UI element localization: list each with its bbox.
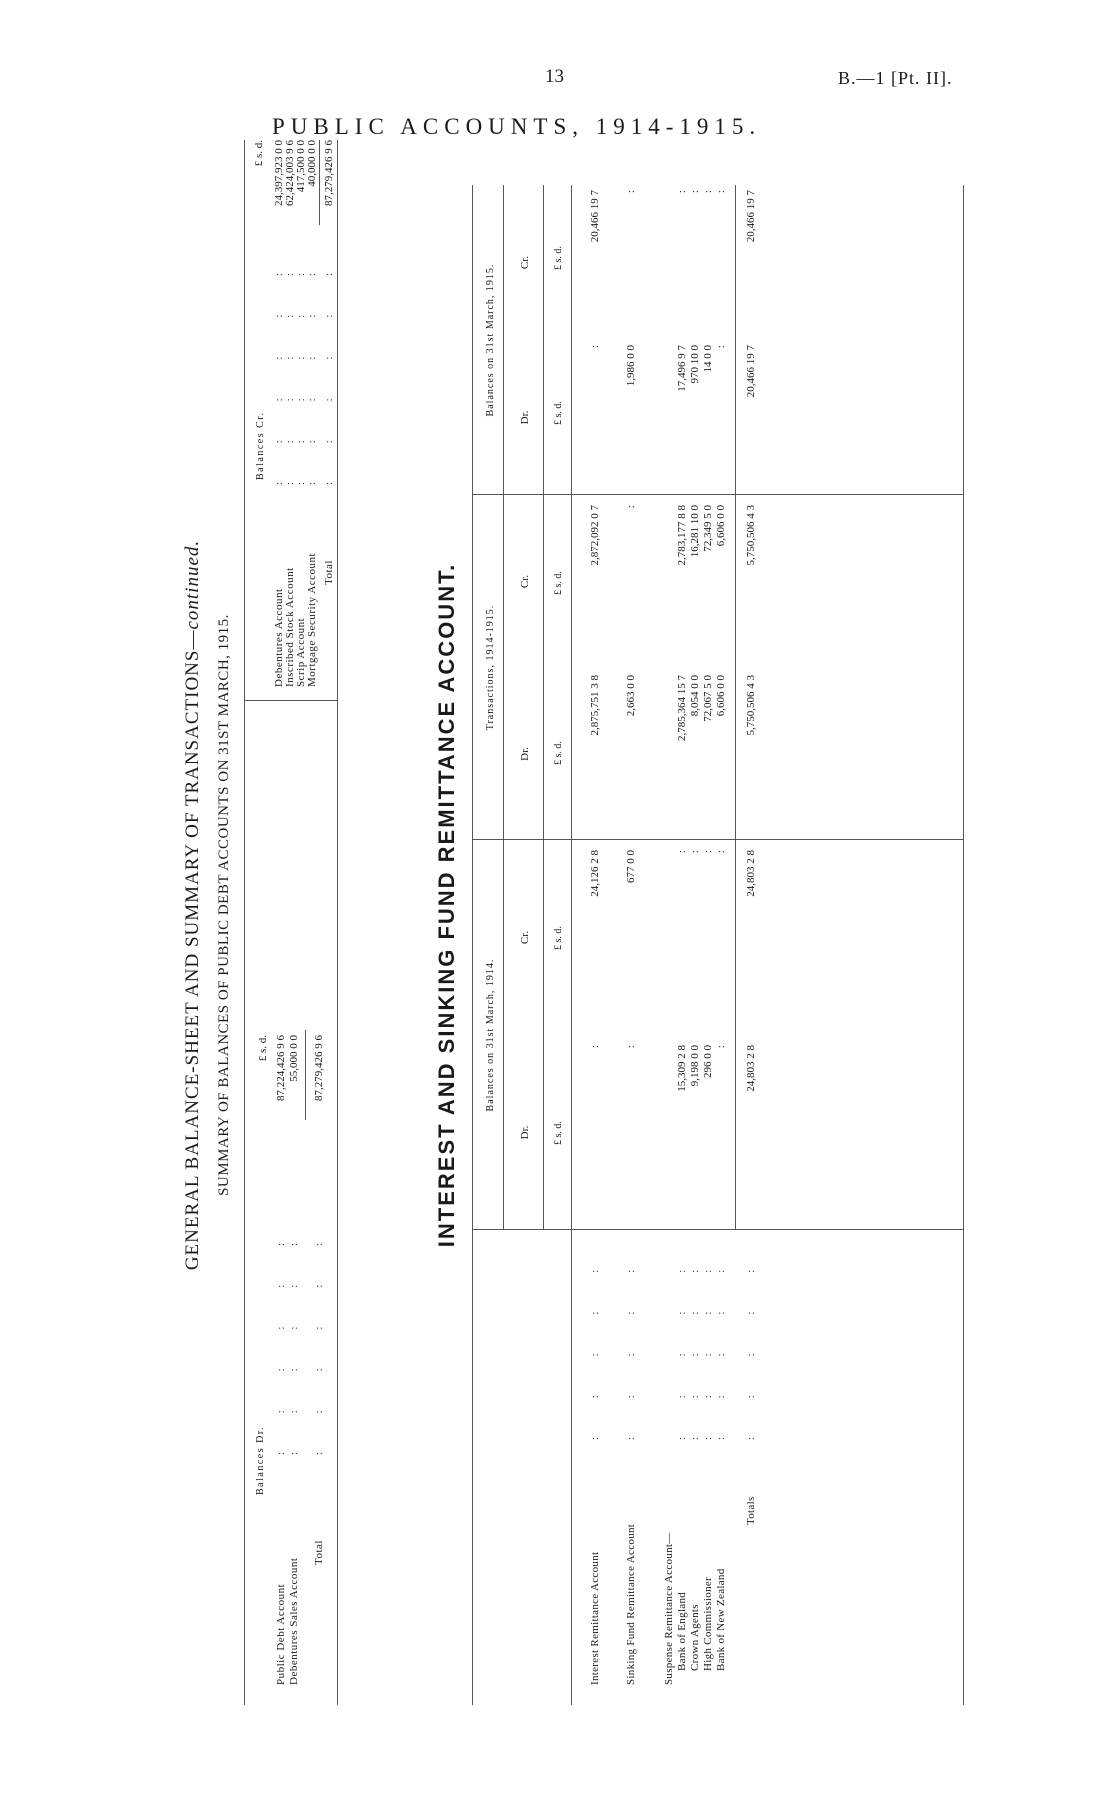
- table-cell: :: [702, 850, 714, 854]
- currency-header: £ s. d.: [553, 741, 564, 765]
- cr-total-value: 87,279,426 9 6: [323, 140, 335, 206]
- rotated-content: [182, 125, 962, 1705]
- table-cell: 17,496 9 7: [676, 345, 688, 392]
- leader-dots: : : : : : :: [273, 254, 285, 485]
- leader-dots: : : : : :: [676, 1251, 688, 1440]
- table-cell: 20,466 19 7: [589, 190, 601, 243]
- table-cell: :: [625, 190, 637, 194]
- balance-sheet-subtitle: SUMMARY OF BALANCES OF PUBLIC DEBT ACCOUNTS ON 31ST MARCH, 1915.: [216, 614, 232, 1196]
- table-cell: 6,606 0 0: [715, 505, 727, 547]
- table-cell: 14 0 0: [702, 345, 714, 373]
- remittance-title: INTEREST AND SINKING FUND REMITTANCE ACCOUNT.: [434, 562, 459, 1248]
- table-row-label: Sinking Fund Remittance Account: [625, 1523, 637, 1685]
- summary-balances-box: [244, 140, 338, 1705]
- dr-header: Dr.: [519, 747, 531, 761]
- cr-total-label: Total: [323, 560, 335, 585]
- table-cell: :: [702, 190, 714, 194]
- totals-label: Totals: [745, 1496, 757, 1525]
- dr-currency-header: £ s. d.: [257, 1035, 269, 1062]
- leader-dots: : : : : : :: [306, 254, 318, 485]
- totals-cell: 5,750,506 4 3: [745, 675, 757, 736]
- column-divider: [473, 839, 963, 840]
- group-header: Transactions, 1914-1915.: [485, 604, 496, 731]
- table-cell: 677 0 0: [625, 850, 637, 883]
- dr-header: Dr.: [519, 410, 531, 425]
- totals-cell: 5,750,506 4 3: [745, 505, 757, 566]
- table-cell: 2,663 0 0: [625, 675, 637, 717]
- dr-row-value: 55,000 0 0: [288, 1035, 300, 1082]
- balances-dr-heading: Balances Dr.: [255, 1425, 266, 1495]
- cr-row-label: Scrip Account: [295, 617, 307, 687]
- leader-dots: : : : : :: [589, 1251, 601, 1440]
- table-cell: 72,349 5 0: [702, 505, 714, 552]
- table-cell: :: [689, 190, 701, 194]
- table-cell: 16,281 10 0: [689, 505, 701, 558]
- cr-row-value: 417,500 0 0: [295, 140, 307, 193]
- table-cell: :: [589, 1045, 601, 1049]
- table-cell: :: [625, 1045, 637, 1049]
- totals-cell: 20,466 19 7: [745, 190, 757, 243]
- table-cell: :: [676, 190, 688, 194]
- totals-cell: 24,803 2 8: [745, 850, 757, 897]
- dr-total-value: 87,279,426 9 6: [313, 1035, 325, 1101]
- currency-header: £ s. d.: [553, 1121, 564, 1145]
- cr-header: Cr.: [519, 930, 531, 945]
- table-cell: 72,067 5 0: [702, 675, 714, 722]
- totals-cell: 20,466 19 7: [745, 345, 757, 398]
- column-divider: [473, 1229, 963, 1230]
- leader-dots: : : : : : :: [288, 1224, 300, 1455]
- column-divider: [473, 494, 963, 495]
- table-cell: :: [715, 190, 727, 194]
- table-cell: :: [715, 345, 727, 349]
- table-row-label: Crown Agents: [689, 1604, 701, 1671]
- cr-header: Cr.: [519, 574, 531, 589]
- group-header: Balances on 31st March, 1915.: [485, 263, 496, 417]
- remittance-table: [472, 185, 964, 1705]
- table-row-label: High Commissioner: [702, 1576, 714, 1671]
- table-cell: 15,309 2 8: [676, 1045, 688, 1092]
- table-cell: :: [689, 850, 701, 854]
- table-cell: :: [625, 505, 637, 509]
- cr-currency-header: £ s. d.: [253, 140, 265, 167]
- table-cell: 9,198 0 0: [689, 1045, 701, 1087]
- dr-row-value: 87,224,426 9 6: [275, 1035, 287, 1101]
- leader-dots: : : : : : :: [284, 254, 296, 485]
- table-cell: :: [715, 1045, 727, 1049]
- currency-header: £ s. d.: [553, 926, 564, 950]
- currency-header: £ s. d.: [553, 246, 564, 270]
- table-cell: :: [715, 850, 727, 854]
- table-cell: 1,986 0 0: [625, 345, 637, 387]
- table-cell: 2,783,177 8 8: [676, 505, 688, 566]
- dr-total-label: Total: [313, 1540, 325, 1565]
- cr-row-label: Debentures Account: [273, 588, 285, 687]
- table-cell: :: [676, 850, 688, 854]
- table-row-label: Bank of New Zealand: [715, 1568, 727, 1671]
- totals-rule: [735, 185, 736, 1230]
- cr-header: Cr.: [519, 255, 531, 270]
- leader-dots: : : : : :: [625, 1251, 637, 1440]
- table-cell: 2,872,092 0 7: [589, 505, 601, 566]
- cr-row-label: Mortgage Security Account: [306, 552, 318, 687]
- page-title: PUBLIC ACCOUNTS, 1914-1915.: [272, 114, 762, 139]
- subheader-rule: [543, 185, 544, 1230]
- leader-dots: : : : : :: [715, 1251, 727, 1440]
- cr-row-value: 62,424,003 9 6: [284, 140, 296, 206]
- currency-header: £ s. d.: [553, 401, 564, 425]
- table-cell: 8,054 0 0: [689, 675, 701, 717]
- totals-cell: 24,803 2 8: [745, 1045, 757, 1092]
- group-header: Balances on 31st March, 1914.: [485, 958, 496, 1112]
- dr-row-label: Public Debt Account: [275, 1583, 287, 1685]
- cr-row-value: 40,000 0 0: [306, 140, 318, 187]
- leader-dots: : : : : :: [702, 1251, 714, 1440]
- leader-dots: : : : : : :: [323, 254, 335, 485]
- table-cell: :: [589, 345, 601, 349]
- table-cell: 2,785,364 15 7: [676, 675, 688, 741]
- leader-dots: : : : : : :: [275, 1224, 287, 1455]
- cr-row-value: 24,397,923 0 0: [273, 140, 285, 206]
- cr-total-rule: [319, 140, 320, 225]
- page-number: 13: [545, 66, 564, 87]
- table-cell: 296 0 0: [702, 1045, 714, 1078]
- group-rule: [503, 185, 504, 1230]
- balance-sheet-title: GENERAL BALANCE-SHEET AND SUMMARY OF TRANSACTIONS—continued.: [182, 539, 203, 1271]
- table-cell: 970 10 0: [689, 345, 701, 384]
- summary-divider: [245, 700, 337, 701]
- table-row-label: Interest Remittance Account: [589, 1551, 601, 1685]
- table-cell: 2,875,751 3 8: [589, 675, 601, 736]
- leader-dots: : : : : :: [689, 1251, 701, 1440]
- suspense-label: Suspense Remittance Account—: [663, 1532, 675, 1685]
- dr-total-rule: [305, 1030, 306, 1120]
- leader-dots: : : : : : :: [313, 1224, 325, 1455]
- table-cell: 24,126 2 8: [589, 850, 601, 897]
- table-cell: 6,606 0 0: [715, 675, 727, 717]
- balances-cr-heading: Balances Cr.: [255, 411, 266, 480]
- document-reference: B.—1 [Pt. II].: [838, 68, 953, 88]
- leader-dots: : : : : : :: [295, 254, 307, 485]
- leader-dots: : : : : :: [745, 1251, 757, 1440]
- header-rule: [571, 185, 572, 1705]
- cr-row-label: Inscribed Stock Account: [284, 567, 296, 687]
- dr-row-label: Debentures Sales Account: [288, 1557, 300, 1685]
- currency-header: £ s. d.: [553, 571, 564, 595]
- table-row-label: Bank of England: [676, 1591, 688, 1671]
- dr-header: Dr.: [519, 1125, 531, 1140]
